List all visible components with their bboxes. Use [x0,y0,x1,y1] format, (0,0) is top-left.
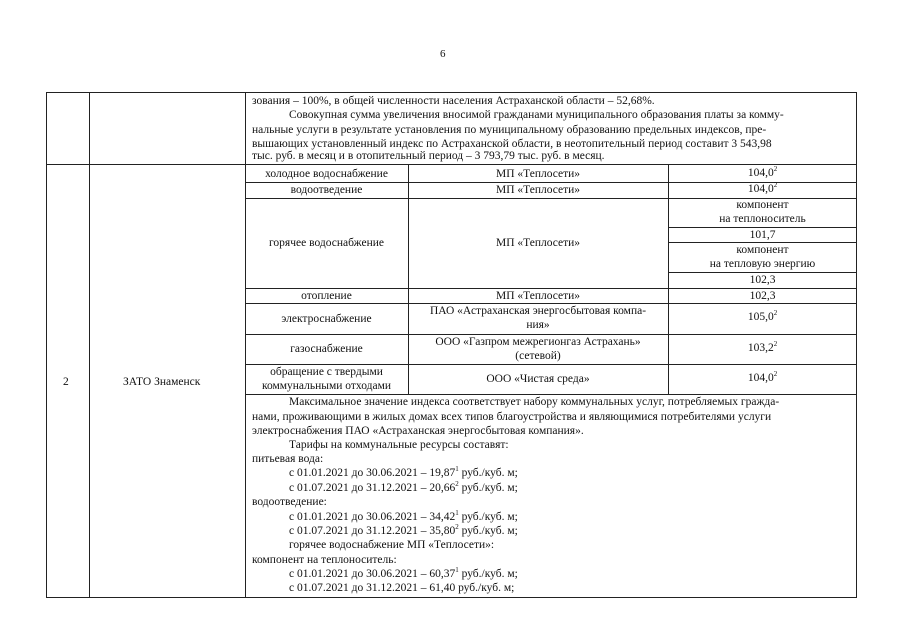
top-paragraph-line: зования – 100%, в общей численности населения Астраханской области – 52,68%. [252,95,655,107]
service-value: 103,2$^2$ [747,340,778,354]
service-provider: МП «Теплосети» [495,237,581,249]
service-name: холодное водоснабжение [265,168,388,180]
service-value: 104,0$^2$ [747,165,778,179]
component-value: 101,7 [749,229,776,241]
paragraph-line: нальные услуги в результате установления по муниципальному образованию предельных индексов, пре- [252,124,767,136]
paragraph-line: тыс. руб. в месяц и в отопительный период – 3 793,79 тыс. руб. в месяц. [252,150,605,162]
component-label: на тепловую энергию [709,258,816,270]
service-provider: МП «Теплосети» [495,168,581,180]
component-label: компонент на теплоноситель: [252,554,397,566]
tariff-line: с 01.07.2021 до 31.12.2021 – 20,66$^2$ руб./куб. м; [289,480,518,494]
service-provider: МП «Теплосети» [495,184,581,196]
service-provider: ПАО «Астраханская энергосбытовая компа- [429,305,647,317]
service-value: 104,0$^2$ [747,181,778,195]
component-label: компонент [736,199,789,211]
service-provider: ния» [526,319,550,331]
paragraph-line: Максимальное значение индекса соответствует набору коммунальных услуг, потребляемых гражда- [289,396,780,408]
tariff-line: с 01.07.2021 до 31.12.2021 – 35,80$^2$ руб./куб. м; [289,523,518,537]
sewer-label: водоотведение: [252,496,327,508]
page-number: 6 [440,48,446,60]
row-number: 2 [63,376,69,388]
tariff-line: с 01.01.2021 до 30.06.2021 – 60,37$^1$ руб./куб. м; [289,566,518,580]
col-divider [89,92,90,598]
service-name: коммунальными отходами [261,380,392,392]
municipality-name: ЗАТО Знаменск [123,376,201,388]
paragraph-line: вышающих установленный индекс по Астраханской области, в неотопительный период составит 3 543,98 [252,138,772,150]
hot-water-label: горячее водоснабжение МП «Теплосети»: [289,539,495,551]
service-value: 105,0$^2$ [747,309,778,323]
service-name: газоснабжение [290,343,363,355]
paragraph-line: Совокупная сумма увеличения вносимой гражданами муниципального образования платы за комму- [289,109,784,121]
service-value: 104,0$^2$ [747,370,778,384]
tariffs-title: Тарифы на коммунальные ресурсы составят: [289,439,509,451]
service-name: отопление [301,290,352,302]
tariff-line: с 01.01.2021 до 30.06.2021 – 34,42$^1$ руб./куб. м; [289,509,518,523]
service-name: водоотведение [290,184,363,196]
paragraph-line: электроснабжения ПАО «Астраханская энергосбытовая компания». [252,425,584,437]
service-provider: ООО «Газпром межрегионгаз Астрахань» [435,336,641,348]
component-label: компонент [736,244,789,256]
service-name: горячее водоснабжение [269,237,384,249]
tariff-line: с 01.07.2021 до 31.12.2021 – 61,40 руб./куб. м; [289,582,515,594]
service-provider: МП «Теплосети» [495,290,581,302]
water-label: питьевая вода: [252,453,324,465]
service-name: обращение с твердыми [270,366,383,378]
service-value: 102,3 [749,290,776,302]
service-name: электроснабжение [281,313,372,325]
component-label: на теплоноситель [719,213,806,225]
service-provider: (сетевой) [515,350,561,362]
component-value: 102,3 [749,274,776,286]
tariff-line: с 01.01.2021 до 30.06.2021 – 19,87$^1$ руб./куб. м; [289,465,518,479]
paragraph-line: нами, проживающими в жилых домах всех типов благоустройства и являющимися потребителями услуги [252,411,772,423]
row-divider [46,164,857,165]
service-provider: ООО «Чистая среда» [486,373,590,385]
